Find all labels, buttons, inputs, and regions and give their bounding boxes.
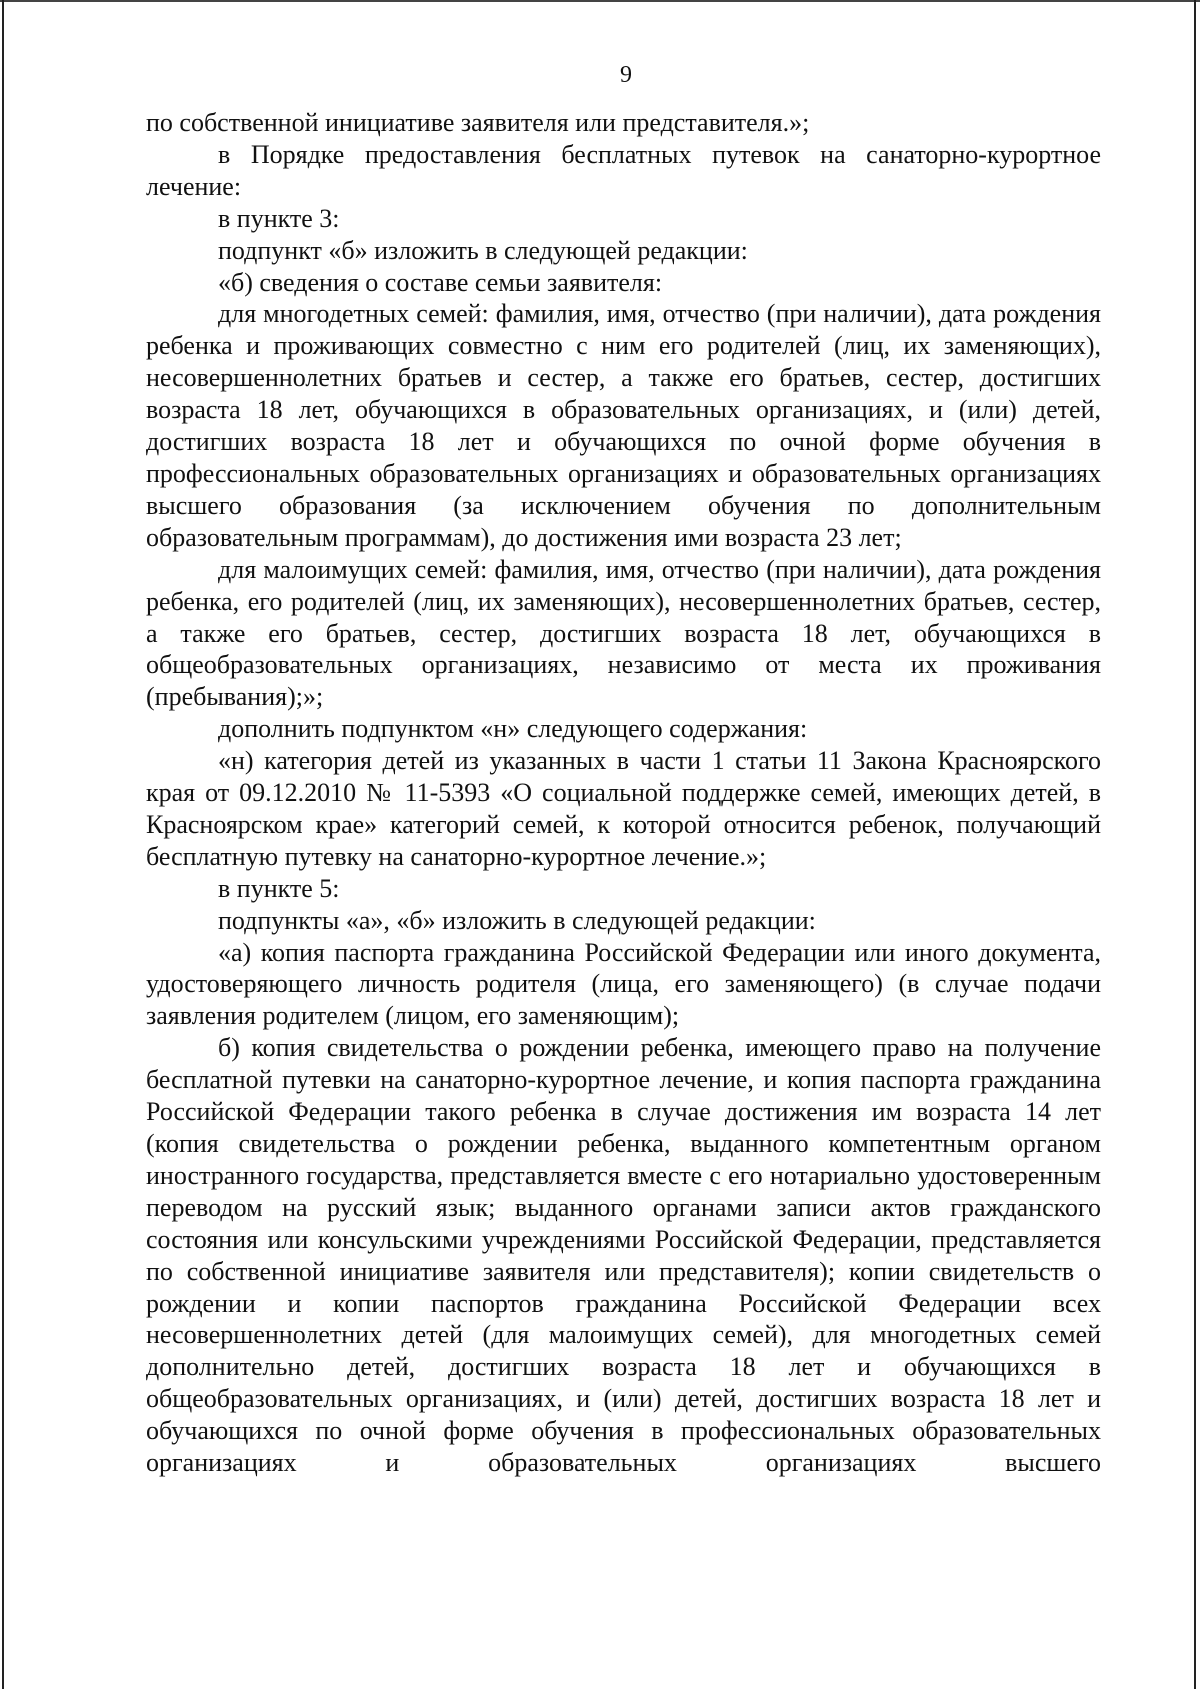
document-body — [146, 107, 1101, 1479]
paragraph: по собственной инициативе заявителя или представителя.»; — [146, 108, 810, 137]
page-frame-right — [1194, 0, 1196, 1689]
paragraph: б) копия свидетельства о рождении ребенка, имеющего право на получение бесплатной путевки на санаторно-курортное лечение, и копия паспорта гражданина Российской Федерации такого ребенка в случае достижения им возраста 14 лет (копия свидетельства о рождении ребенка, выданного компетентным органом иностранного государства, представляется вместе с его нотариально удостоверенным переводом на русский язык; выданного органами записи актов гражданского состояния или консульскими учреждениями Российской Федерации, представляется по собственной инициативе заявителя или представителя); копии свидетельств о рождении и копии паспортов гражданина Российской Федерации всех несовершеннолетних детей (для малоимущих семей), для многодетных семей дополнительно детей, достигших возраста 18 лет и обучающихся в общеобразовательных организациях, и (или) детей, достигших возраста 18 лет и обучающихся по очной форме обучения в профессиональных образовательных организациях и образовательных организациях высшего — [146, 1033, 1101, 1478]
paragraph: в пункте 3: — [218, 203, 340, 233]
page-frame-top — [0, 0, 1200, 2]
paragraph: подпункт «б» изложить в следующей редакции: — [218, 235, 748, 265]
paragraph: для малоимущих семей: фамилия, имя, отчество (при наличии), дата рождения ребенка, его родителей (лиц, их заменяющих), несовершеннолетних братьев, сестер, а также его братьев, сестер, достигших возраста 18 лет, обучающихся в общеобразовательных организациях, независимо от места их проживания (пребывания);»; — [146, 554, 1101, 712]
paragraph: подпункты «а», «б» изложить в следующей редакции: — [218, 905, 816, 935]
page-frame-left — [2, 0, 4, 1689]
paragraph: «б) сведения о составе семьи заявителя: — [218, 267, 663, 297]
paragraph: дополнить подпунктом «н» следующего содержания: — [218, 714, 808, 744]
paragraph: «а) копия паспорта гражданина Российской Федерации или иного документа, удостоверяющего личность родителя (лица, его заменяющего) (в случае подачи заявления родителем (лицом, его заменяющим); — [146, 937, 1101, 1031]
paragraph: «н) категория детей из указанных в части 1 статьи 11 Закона Красноярского края от 09.12.2010 № 11-5393 «О социальной поддержке семей, имеющих детей, в Красноярском крае» категорий семей, к которой относится ребенок, получающий бесплатную путевку на санаторно-курортное лечение.»; — [146, 746, 1101, 871]
paragraph: для многодетных семей: фамилия, имя, отчество (при наличии), дата рождения ребенка и проживающих совместно с ним его родителей (лиц, их заменяющих), несовершеннолетних братьев и сестер, а также его братьев, сестер, достигших возраста 18 лет, обучающихся в образовательных организациях, и (или) детей, достигших возраста 18 лет и обучающихся по очной форме обучения в профессиональных образовательных организациях и образовательных организациях высшего образования (за исключением обучения по дополнительным образовательным программам), до достижения ими возраста 23 лет; — [146, 299, 1101, 552]
paragraph: в пункте 5: — [218, 873, 340, 903]
paragraph: в Порядке предоставления бесплатных путевок на санаторно-курортное лечение: — [146, 139, 1101, 201]
page-number: 9 — [620, 62, 632, 88]
